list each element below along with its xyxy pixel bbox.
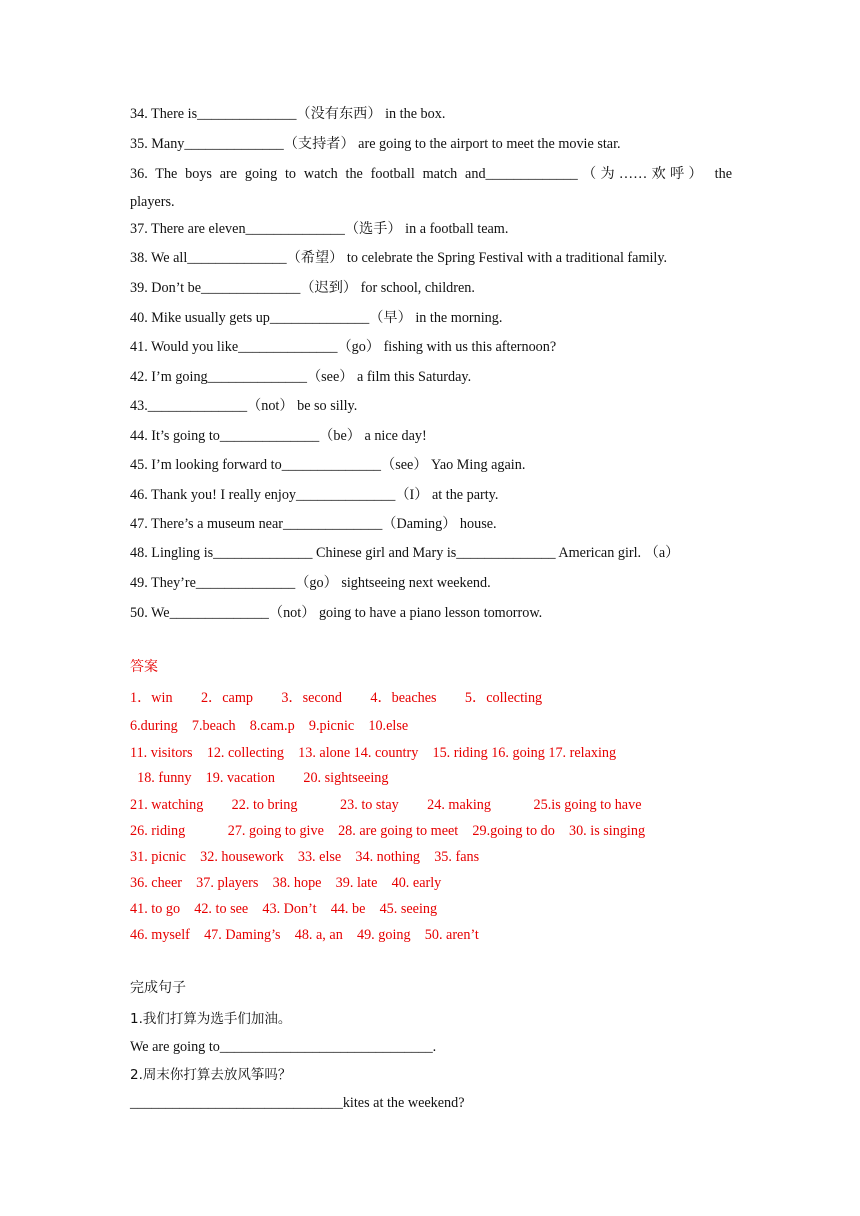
question-35: 35. Many______________（支持者） are going to the airport to meet the movie star. bbox=[130, 136, 621, 152]
answer-line: 1．win 2．camp 3．second 4．beaches 5．collecting bbox=[130, 690, 543, 706]
answer-line: 11. visitors 12. collecting 13. alone 14. country 15. riding 16. going 17. relaxing bbox=[130, 745, 617, 761]
answer-line: 6.during 7.beach 8.cam.p 9.picnic 10.else bbox=[130, 718, 409, 734]
question-38: 38. We all______________（希望） to celebrate the Spring Festival with a traditional family. bbox=[130, 250, 668, 266]
question-39: 39. Don’t be______________（迟到） for school, children. bbox=[130, 280, 475, 296]
question-41: 41. Would you like______________（go） fishing with us this afternoon? bbox=[130, 339, 557, 355]
answer-line: 31. picnic 32. housework 33. else 34. nothing 35. fans bbox=[130, 849, 480, 865]
sentence-answer-2: ______________________________kites at the weekend? bbox=[130, 1095, 465, 1111]
question-48: 48. Lingling is______________ Chinese girl and Mary is______________ American girl. （a） bbox=[130, 545, 680, 561]
answers-heading: 答案 bbox=[130, 659, 158, 675]
answer-line: 18. funny 19. vacation 20. sightseeing bbox=[130, 770, 389, 786]
question-37: 37. There are eleven______________（选手） in a football team. bbox=[130, 221, 509, 237]
answer-line: 26. riding 27. going to give 28. are going to meet 29.going to do 30. is singing bbox=[130, 823, 646, 839]
answer-line: 36. cheer 37. players 38. hope 39. late 40. early bbox=[130, 875, 442, 891]
question-49: 49. They’re______________（go） sightseeing next weekend. bbox=[130, 575, 491, 591]
question-34: 34. There is______________（没有东西） in the box. bbox=[130, 106, 446, 122]
answer-line: 41. to go 42. to see 43. Don’t 44. be 45. seeing bbox=[130, 901, 438, 917]
question-43: 43.______________（not） be so silly. bbox=[130, 398, 358, 414]
sentence-answer-1: We are going to______________________________. bbox=[130, 1039, 437, 1055]
question-47: 47. There’s a museum near______________（Daming） house. bbox=[130, 516, 497, 532]
question-40: 40. Mike usually gets up______________（早） in the morning. bbox=[130, 310, 503, 326]
answer-line: 46. myself 47. Daming’s 48. a, an 49. going 50. aren’t bbox=[130, 927, 479, 943]
sentence-prompt-2: 2.周末你打算去放风筝吗？ bbox=[130, 1067, 292, 1083]
complete-sentences-heading: 完成句子 bbox=[130, 980, 186, 996]
question-36: 36. The boys are going to watch the football match and_____________（为……欢呼） the bbox=[130, 166, 732, 182]
question-44: 44. It’s going to______________（be） a nice day! bbox=[130, 428, 427, 444]
question-46: 46. Thank you! I really enjoy______________（I） at the party. bbox=[130, 487, 499, 503]
question-50: 50. We______________（not） going to have a piano lesson tomorrow. bbox=[130, 605, 543, 621]
question-42: 42. I’m going______________（see） a film this Saturday. bbox=[130, 369, 472, 385]
question-36-continued: players. bbox=[130, 194, 175, 210]
sentence-prompt-1: 1.我们打算为选手们加油。 bbox=[130, 1011, 292, 1027]
answer-line: 21. watching 22. to bring 23. to stay 24. making 25.is going to have bbox=[130, 797, 642, 813]
question-45: 45. I’m looking forward to______________（see） Yao Ming again. bbox=[130, 457, 526, 473]
